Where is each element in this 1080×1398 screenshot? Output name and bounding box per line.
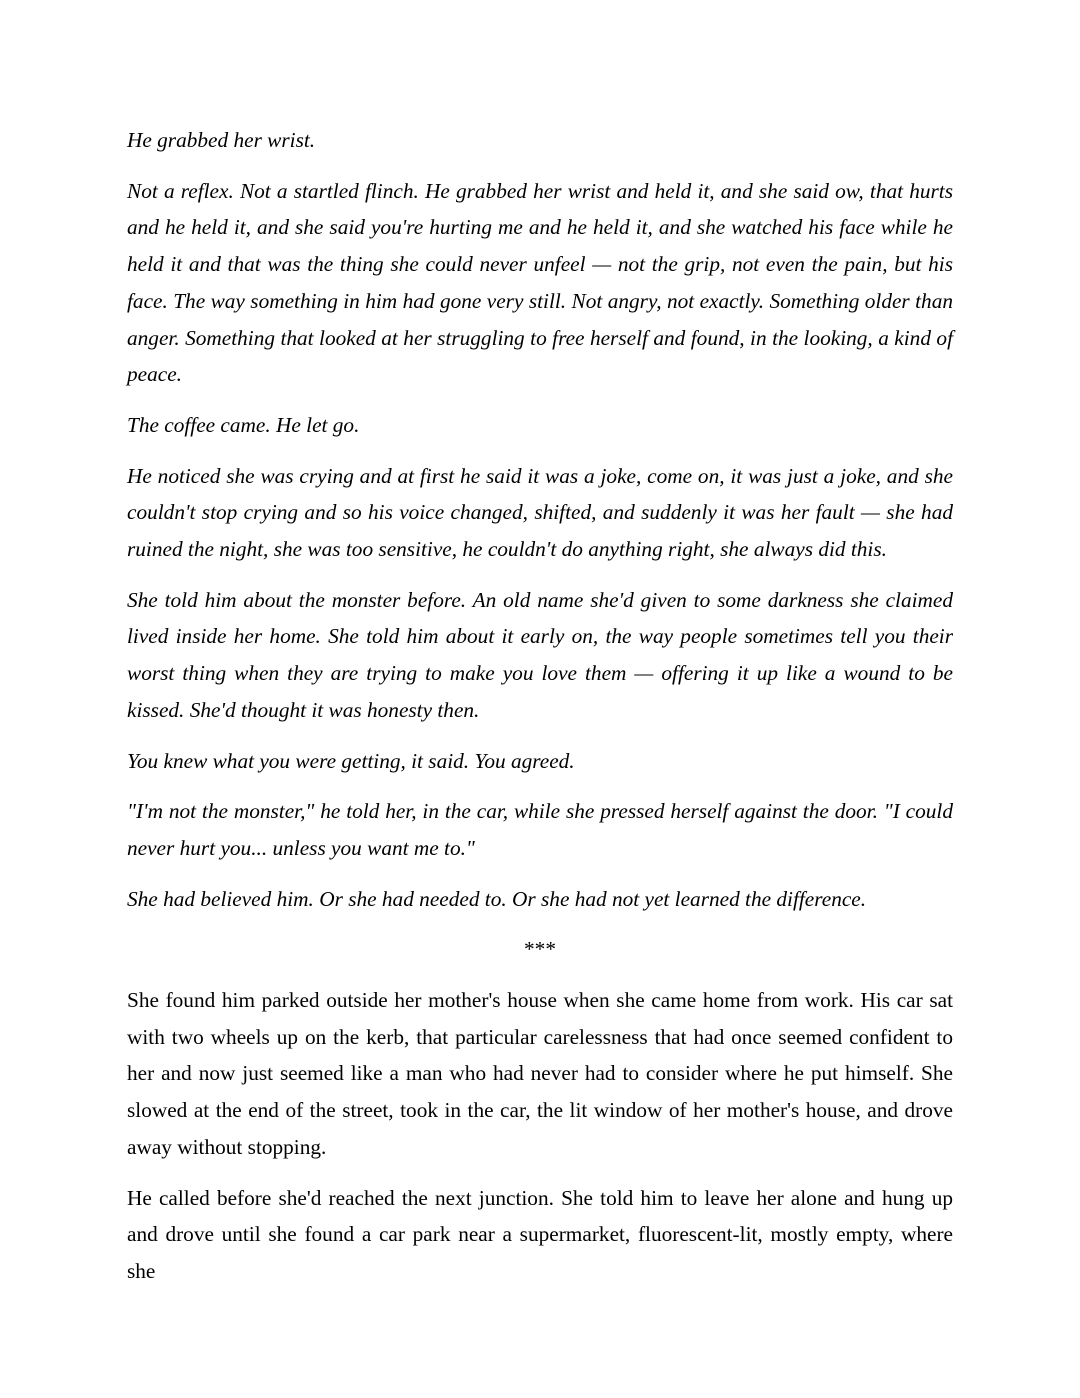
- paragraph: The coffee came. He let go.: [127, 412, 360, 437]
- section-break: ***: [524, 937, 556, 962]
- paragraph: You knew what you were getting, it said. You agreed.: [127, 748, 575, 773]
- paragraph: She had believed him. Or she had needed to. Or she had not yet learned the difference.: [127, 886, 867, 911]
- paragraph: He grabbed her wrist.: [127, 128, 316, 152]
- paragraph: She told him about the monster before. An old name she'd given to some darkness she claimed lived inside her home. She told him about it early on, the way people sometimes tell you their worst thing when they are trying to make you love them — offering it up like a wound to be kissed. She'd thought it was honesty then.: [127, 587, 953, 722]
- paragraph: Not a reflex. Not a startled flinch. He grabbed her wrist and held it, and she said ow, that hurts and he held it, and she said you're hurting me and he held it, and she watched his face while he held it and that was the thing she could never unfeel — not the grip, not even the pain, but his face. The way something in him had gone very still. Not angry, not exactly. Something older than anger. Something that looked at her struggling to free herself and found, in the looking, a kind of peace.: [127, 178, 953, 387]
- paragraph: He noticed she was crying and at first he said it was a joke, come on, it was just a joke, and she couldn't stop crying and so his voice changed, shifted, and suddenly it was her fault — she had ruined the night, she was too sensitive, he couldn't do anything right, she always did this.: [127, 463, 953, 562]
- document-page: [127, 122, 953, 1304]
- paragraph: "I'm not the monster," he told her, in the car, while she pressed herself against the door. "I could never hurt you... unless you want me to.": [127, 799, 953, 860]
- paragraph: He called before she'd reached the next junction. She told him to leave her alone and hung up and drove until she found a car park near a supermarket, fluorescent-lit, mostly empty, where she: [127, 1185, 953, 1283]
- paragraph: She found him parked outside her mother's house when she came home from work. His car sat with two wheels up on the kerb, that particular carelessness that had once seemed confident to her and now just seemed like a man who had never had to consider where he put himself. She slowed at the end of the street, took in the car, the lit window of her mother's house, and drove away without stopping.: [127, 988, 953, 1159]
